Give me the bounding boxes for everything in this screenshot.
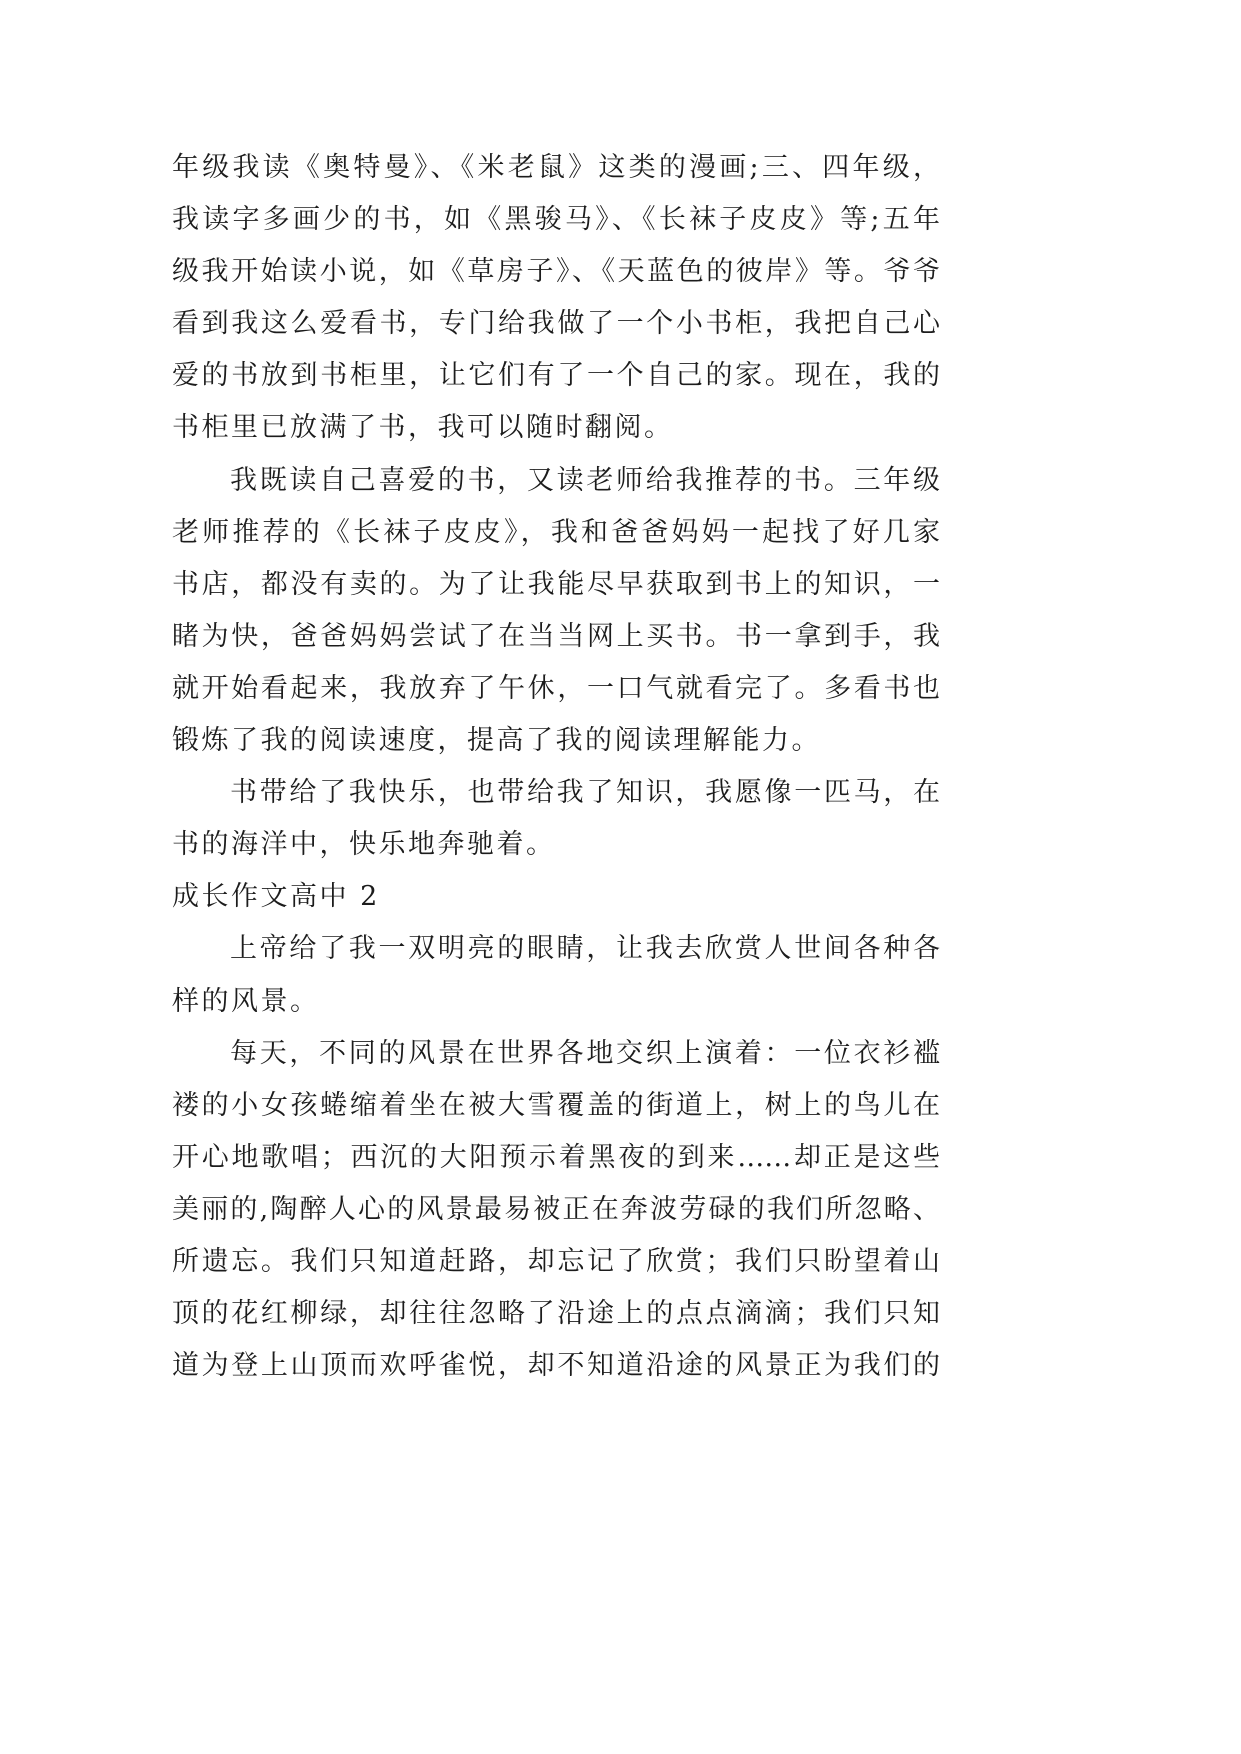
text-line: 每天，不同的风景在世界各地交织上演着：一位衣衫褴	[230, 1037, 940, 1069]
text-line: 上帝给了我一双明亮的眼睛，让我去欣赏人世间各种各	[230, 933, 940, 965]
text-line: 我读字多画少的书，如《黑骏马》、《长袜子皮皮》等;五年	[172, 204, 940, 236]
text-line: 就开始看起来，我放弃了午休，一口气就看完了。多看书也	[172, 672, 940, 704]
text-line: 级我开始读小说，如《草房子》、《天蓝色的彼岸》等。爷爷	[172, 256, 940, 288]
text-line: 所遗忘。我们只知道赶路，却忘记了欣赏；我们只盼望着山	[172, 1245, 940, 1277]
text-line: 看到我这么爱看书，专门给我做了一个小书柜，我把自己心	[172, 308, 940, 340]
text-line: 道为登上山顶而欢呼雀悦，却不知道沿途的风景正为我们的	[172, 1350, 940, 1382]
text-line: 锻炼了我的阅读速度，提高了我的阅读理解能力。	[172, 725, 821, 757]
text-line: 美丽的,陶醉人心的风景最易被正在奔波劳碌的我们所忽略、	[172, 1193, 940, 1225]
text-line: 书店，都没有卖的。为了让我能尽早获取到书上的知识，一	[172, 568, 940, 600]
text-line: 我既读自己喜爱的书，又读老师给我推荐的书。三年级	[230, 464, 940, 496]
document-body	[172, 142, 940, 1392]
text-line: 样的风景。	[172, 985, 320, 1017]
text-line: 书柜里已放满了书，我可以随时翻阅。	[172, 412, 674, 444]
text-line: 开心地歌唱；西沉的大阳预示着黑夜的到来……却正是这些	[172, 1141, 940, 1173]
paragraph	[172, 455, 940, 768]
text-line: 褛的小女孩蜷缩着坐在被大雪覆盖的街道上，树上的鸟儿在	[172, 1089, 940, 1121]
paragraph	[172, 923, 940, 1027]
text-line: 年级我读《奥特曼》、《米老鼠》这类的漫画;三、四年级，	[172, 152, 940, 183]
paragraph	[172, 1028, 940, 1393]
text-line: 老师推荐的《长袜子皮皮》，我和爸爸妈妈一起找了好几家	[172, 516, 940, 548]
text-line: 书的海洋中，快乐地奔驰着。	[172, 829, 556, 861]
text-line: 顶的花红柳绿，却往往忽略了沿途上的点点滴滴；我们只知	[172, 1298, 940, 1330]
text-line: 书带给了我快乐，也带给我了知识，我愿像一匹马，在	[230, 777, 940, 809]
paragraph	[172, 142, 940, 455]
text-line: 爱的书放到书柜里，让它们有了一个自己的家。现在，我的	[172, 360, 940, 392]
essay-title: 成长作文高中 2	[172, 881, 380, 913]
text-line: 睹为快，爸爸妈妈尝试了在当当网上买书。书一拿到手，我	[172, 620, 940, 652]
paragraph	[172, 767, 940, 871]
